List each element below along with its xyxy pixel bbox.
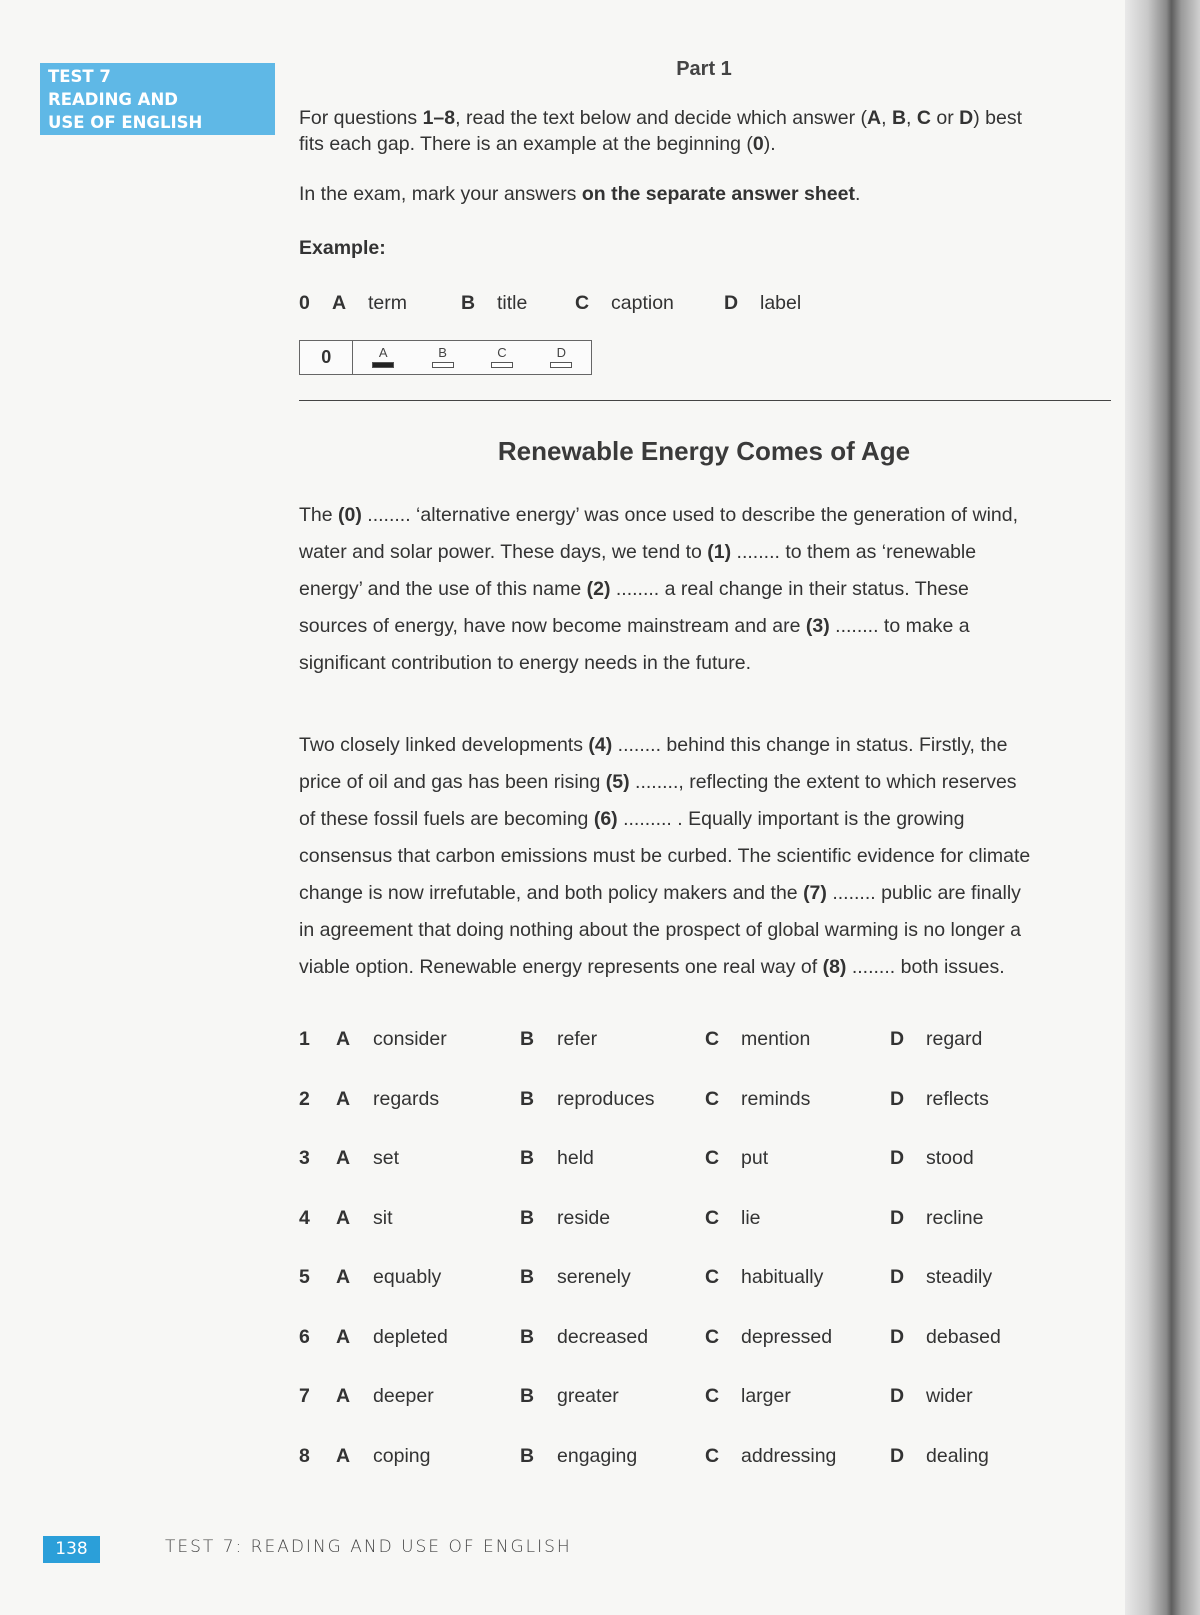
option-letter: C	[705, 1028, 720, 1050]
answer-mark	[550, 362, 572, 368]
option-letter: D	[890, 1445, 905, 1467]
text-line	[299, 764, 1129, 801]
option-letter: D	[890, 1326, 905, 1348]
example-option-word: title	[497, 292, 528, 314]
instruction-text: In the exam, mark your answers	[299, 183, 582, 205]
text-line	[299, 608, 1129, 645]
text-segment: consensus that carbon emissions must be curbed. The scientific evidence for climate	[299, 845, 1031, 867]
option-letter: A	[336, 1266, 351, 1288]
text-segment: ........ both issues.	[846, 956, 1005, 978]
text-segment: ........ behind this change in status. Firstly, the	[612, 734, 1008, 756]
option-word: decreased	[557, 1326, 649, 1348]
option-word: set	[373, 1147, 400, 1169]
question-number: 8	[299, 1445, 310, 1467]
option-word: reside	[557, 1207, 611, 1229]
instruction-text: or	[930, 107, 960, 129]
question-number: 3	[299, 1147, 310, 1169]
answer-box-letter: D	[556, 345, 567, 360]
text-line	[299, 645, 1129, 682]
text-segment: ........ to make a	[829, 615, 970, 637]
section-tab-line: READING AND	[48, 90, 178, 109]
page-binding-edge	[1125, 0, 1200, 1615]
text-line	[299, 875, 1129, 912]
answer-box-letter: C	[497, 345, 507, 360]
answer-mark	[491, 362, 513, 368]
gap-number: (2)	[586, 578, 611, 600]
text-segment: sources of energy, have now become mainstream and are	[299, 615, 806, 637]
answer-mark	[432, 362, 454, 368]
text-segment: change is now irrefutable, and both policy makers and the	[299, 882, 804, 904]
gap-number: (7)	[803, 882, 827, 904]
option-word: held	[557, 1147, 594, 1169]
text-segment: ........, reflecting the extent to which reserves	[629, 771, 1017, 793]
question-number: 7	[299, 1385, 310, 1407]
option-word: greater	[557, 1385, 619, 1407]
question-number: 1	[299, 1028, 310, 1050]
option-word: mention	[741, 1028, 811, 1050]
option-word: serenely	[557, 1266, 631, 1288]
text-segment: ........ public are finally	[826, 882, 1021, 904]
option-word: recline	[926, 1207, 984, 1229]
answer-box-option-b	[413, 341, 472, 374]
question-range: 1–8	[422, 107, 456, 129]
text-segment: ........ ‘alternative energy’ was once used to describe the generation of wind,	[361, 504, 1019, 526]
option-letter: B	[520, 1385, 535, 1407]
answer-box-letter: B	[438, 345, 447, 360]
text-segment: ........ a real change in their status. These	[610, 578, 969, 600]
instruction-line-1	[299, 105, 1119, 131]
option-letter: C	[705, 1207, 720, 1229]
text-line	[299, 912, 1129, 949]
text-segment: energy’ and the use of this name	[299, 578, 587, 600]
gap-number: (6)	[593, 808, 618, 830]
page-number: 138	[43, 1536, 100, 1563]
question-number: 4	[299, 1207, 310, 1229]
option-word: regard	[926, 1028, 983, 1050]
option-letter: D	[959, 107, 974, 129]
option-letter: D	[890, 1147, 905, 1169]
instruction-text: ,	[881, 107, 892, 129]
instruction-text: fits each gap. There is an example at the beginning (	[299, 133, 753, 155]
option-letter: C	[705, 1326, 720, 1348]
answer-box-number: 0	[300, 341, 353, 374]
instruction-text: .	[854, 183, 861, 205]
option-letter: A	[336, 1326, 351, 1348]
option-letter: B	[520, 1326, 535, 1348]
gap-number: (3)	[805, 615, 830, 637]
option-letter: B	[520, 1147, 535, 1169]
instruction-text: , read the text below and decide which answer (	[455, 107, 868, 129]
option-letter: C	[705, 1266, 720, 1288]
answer-box-letter: A	[378, 345, 388, 360]
option-letter: B	[520, 1207, 535, 1229]
option-word: consider	[373, 1028, 447, 1050]
answer-box-option-d	[532, 341, 591, 374]
question-number: 2	[299, 1088, 310, 1110]
option-letter: B	[891, 107, 907, 129]
part-title: Part 1	[676, 58, 732, 80]
paragraph-1	[299, 497, 1129, 682]
option-letter: C	[705, 1445, 720, 1467]
text-segment: in agreement that doing nothing about the prospect of global warming is no longer a	[299, 919, 1021, 941]
gap-number: (8)	[822, 956, 847, 978]
text-line	[299, 727, 1129, 764]
exam-instruction	[299, 181, 1119, 207]
option-word: engaging	[557, 1445, 638, 1467]
example-option-letter: C	[575, 292, 590, 314]
text-segment: price of oil and gas has been rising	[299, 771, 606, 793]
answer-box-option-a	[353, 341, 412, 374]
option-word: steadily	[926, 1266, 993, 1288]
text-segment: of these fossil fuels are becoming	[299, 808, 594, 830]
answer-box-option-c	[472, 341, 531, 374]
section-tab-line: TEST 7	[48, 67, 111, 86]
option-letter: D	[890, 1028, 905, 1050]
text-line	[299, 497, 1129, 534]
option-letter: A	[336, 1385, 351, 1407]
instruction-text: ) best	[973, 107, 1023, 129]
option-letter: A	[336, 1028, 351, 1050]
option-word: coping	[373, 1445, 431, 1467]
example-number: 0	[299, 292, 310, 314]
question-number: 5	[299, 1266, 310, 1288]
divider	[299, 400, 1111, 401]
text-line	[299, 571, 1129, 608]
example-number: 0	[752, 133, 764, 155]
option-word: dealing	[926, 1445, 989, 1467]
option-word: regards	[373, 1088, 440, 1110]
option-letter: C	[705, 1385, 720, 1407]
option-letter: A	[336, 1445, 351, 1467]
option-word: addressing	[741, 1445, 837, 1467]
option-word: put	[741, 1147, 769, 1169]
example-option-letter: D	[724, 292, 739, 314]
option-letter: A	[336, 1088, 351, 1110]
text-segment: water and solar power. These days, we tend to	[299, 541, 708, 563]
option-letter: D	[890, 1385, 905, 1407]
option-word: reflects	[926, 1088, 989, 1110]
option-word: wider	[926, 1385, 973, 1407]
option-letter: A	[867, 107, 882, 129]
option-word: debased	[926, 1326, 1001, 1348]
section-tab	[40, 63, 275, 135]
option-letter: B	[520, 1266, 535, 1288]
option-word: depleted	[373, 1326, 448, 1348]
text-title: Renewable Energy Comes of Age	[497, 436, 911, 466]
option-letter: A	[336, 1207, 351, 1229]
instruction-text: ,	[906, 107, 917, 129]
text-segment: ......... . Equally important is the growing	[617, 808, 965, 830]
option-word: habitually	[741, 1266, 824, 1288]
text-line	[299, 838, 1129, 875]
option-word: larger	[741, 1385, 791, 1407]
option-word: stood	[926, 1147, 974, 1169]
text-line	[299, 801, 1129, 838]
gap-number: (4)	[588, 734, 613, 756]
option-letter: C	[916, 107, 931, 129]
answer-mark	[372, 362, 394, 368]
option-word: deeper	[373, 1385, 434, 1407]
instruction-line-2	[299, 131, 1119, 157]
instruction-text: ).	[763, 133, 776, 155]
example-label: Example:	[299, 237, 386, 259]
option-letter: B	[520, 1028, 535, 1050]
section-tab-line: USE OF ENGLISH	[48, 113, 203, 132]
option-word: sit	[373, 1207, 393, 1229]
footer-title: TEST 7: READING AND USE OF ENGLISH	[165, 1537, 572, 1557]
option-letter: D	[890, 1088, 905, 1110]
instruction-text: For questions	[299, 107, 423, 129]
option-letter: B	[520, 1445, 535, 1467]
option-letter: D	[890, 1207, 905, 1229]
text-segment: viable option. Renewable energy represents one real way of	[299, 956, 823, 978]
option-word: refer	[557, 1028, 598, 1050]
option-letter: C	[705, 1088, 720, 1110]
text-line	[299, 534, 1129, 571]
text-segment: ........ to them as ‘renewable	[731, 541, 977, 563]
paragraph-2	[299, 727, 1129, 986]
instruction-emphasis: on the separate answer sheet	[581, 183, 855, 205]
option-letter: B	[520, 1088, 535, 1110]
example-option-word: caption	[611, 292, 674, 314]
option-word: depressed	[741, 1326, 833, 1348]
text-segment: Two closely linked developments	[299, 734, 589, 756]
option-letter: A	[336, 1147, 351, 1169]
option-letter: C	[705, 1147, 720, 1169]
text-segment: significant contribution to energy needs in the future.	[299, 652, 752, 674]
text-line	[299, 949, 1129, 986]
example-answer-box	[299, 340, 592, 375]
option-word: lie	[741, 1207, 761, 1229]
option-word: reminds	[741, 1088, 811, 1110]
option-word: reproduces	[557, 1088, 655, 1110]
gap-number: (1)	[707, 541, 732, 563]
gap-number: (0)	[338, 504, 362, 526]
example-option-letter: B	[461, 292, 476, 314]
option-letter: D	[890, 1266, 905, 1288]
option-word: equably	[373, 1266, 442, 1288]
example-option-letter: A	[332, 292, 347, 314]
instructions	[299, 105, 1119, 157]
example-option-word: label	[760, 292, 802, 314]
example-option-word: term	[368, 292, 407, 314]
question-number: 6	[299, 1326, 310, 1348]
text-segment: The	[299, 504, 339, 526]
gap-number: (5)	[605, 771, 630, 793]
